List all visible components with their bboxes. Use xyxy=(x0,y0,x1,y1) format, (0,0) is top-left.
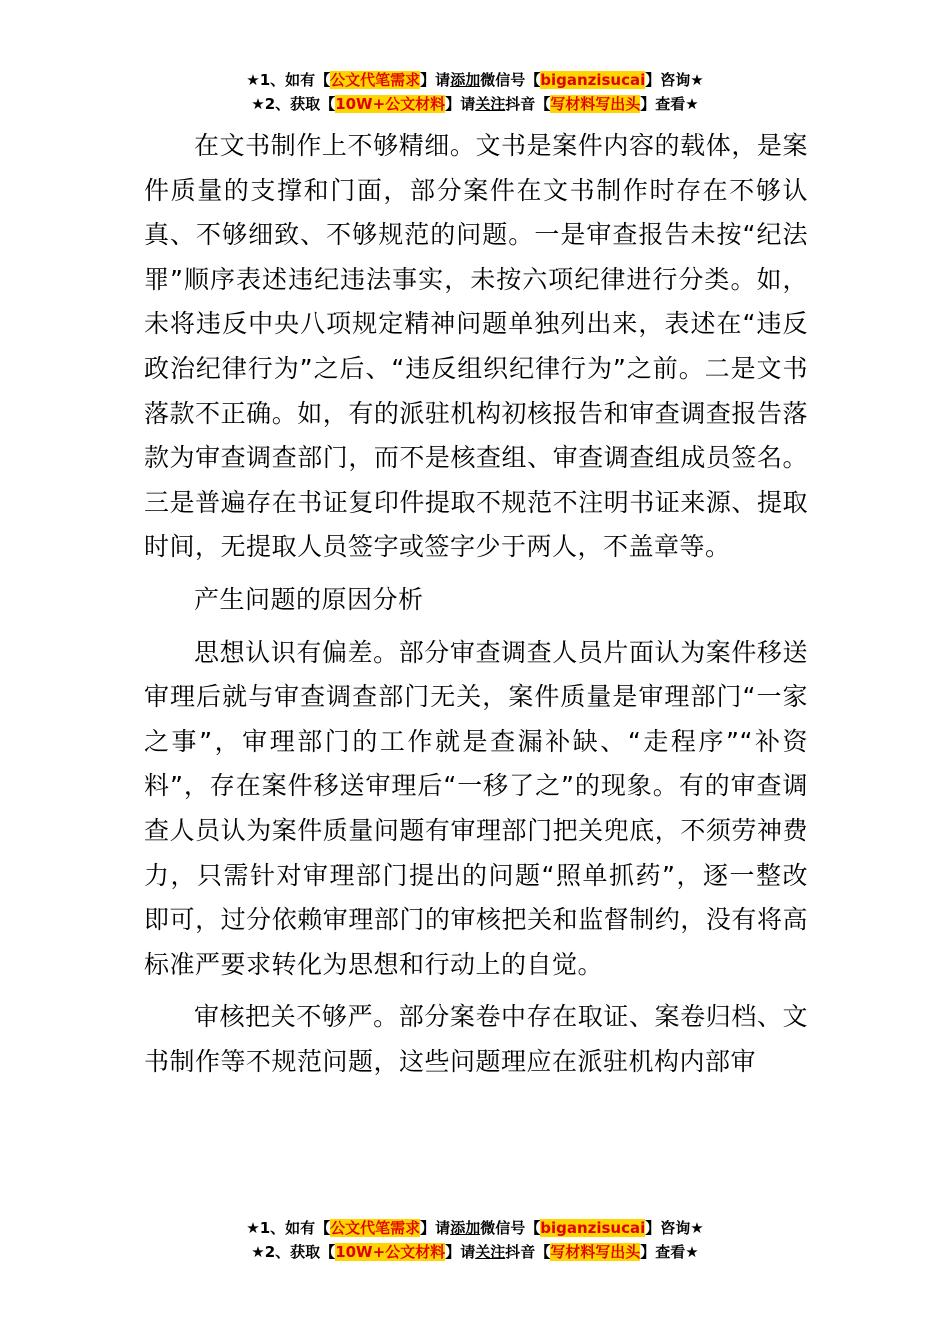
banner-line-2 xyxy=(0,1240,950,1264)
banner-text: 】查看★ xyxy=(640,95,699,113)
banner-emphasis: 添加 xyxy=(450,71,481,89)
paragraph-review-control: 审核把关不够严。部分案卷中存在取证、案卷归档、文书制作等不规范问题，这些问题理应在派驻机构内部审 xyxy=(144,1002,808,1076)
banner-text: 抖音【 xyxy=(505,95,551,113)
banner-line-1 xyxy=(0,68,950,92)
banner-text: ★2、获取【 xyxy=(251,1243,336,1261)
banner-text: ★1、如有【 xyxy=(246,1219,331,1237)
banner-emphasis: 关注 xyxy=(475,1243,506,1261)
highlight-service: 公文代笔需求 xyxy=(330,71,421,89)
banner-text: 微信号【 xyxy=(480,1219,541,1237)
banner-text: 】请 xyxy=(445,1243,476,1261)
banner-text: 】请 xyxy=(420,1219,451,1237)
banner-text: 】咨询★ xyxy=(645,1219,704,1237)
header-banner xyxy=(0,68,950,116)
banner-emphasis: 添加 xyxy=(450,1219,481,1237)
banner-text: 】查看★ xyxy=(640,1243,699,1261)
highlight-wechat-id: biganzisucai xyxy=(540,71,646,89)
banner-text: 微信号【 xyxy=(480,71,541,89)
banner-text: ★2、获取【 xyxy=(251,95,336,113)
banner-text: ★1、如有【 xyxy=(246,71,331,89)
paragraph-thinking-deviation: 思想认识有偏差。部分审查调查人员片面认为案件移送审理后就与审查调查部门无关，案件质量是审理部门“一家之事”，审理部门的工作就是查漏补缺、“走程序”“补资料”，存在案件移送审理后“一移了之”的现象。有的审查调查人员认为案件质量问题有审理部门把关兜底，不须劳神费力，只需针对审理部门提出的问题“照单抓药”，逐一整改即可，过分依赖审理部门的审核把关和监督制约，没有将高标准严要求转化为思想和行动上的自觉。 xyxy=(144,637,808,979)
banner-line-2 xyxy=(0,92,950,116)
document-body xyxy=(144,124,808,1084)
highlight-materials: 10W+公文材料 xyxy=(335,95,446,113)
highlight-materials: 10W+公文材料 xyxy=(335,1243,446,1261)
highlight-service: 公文代笔需求 xyxy=(330,1219,421,1237)
banner-text: 】咨询★ xyxy=(645,71,704,89)
banner-text: 】请 xyxy=(445,95,476,113)
highlight-douyin-id: 写材料写出头 xyxy=(550,95,641,113)
paragraph-document-drafting: 在文书制作上不够精细。文书是案件内容的载体，是案件质量的支撑和门面，部分案件在文书制作时存在不够认真、不够细致、不够规范的问题。一是审查报告未按“纪法罪”顺序表述违纪违法事实，未按六项纪律进行分类。如，未将违反中央八项规定精神问题单独列出来，表述在“违反政治纪律行为”之后、“违反组织纪律行为”之前。二是文书落款不正确。如，有的派驻机构初核报告和审查调查报告落款为审查调查部门，而不是核查组、审查调查组成员签名。三是普遍存在书证复印件提取不规范不注明书证来源、提取时间，无提取人员签字或签字少于两人，不盖章等。 xyxy=(144,131,808,562)
highlight-wechat-id: biganzisucai xyxy=(540,1219,646,1237)
banner-text: 】请 xyxy=(420,71,451,89)
banner-line-1 xyxy=(0,1216,950,1240)
section-heading: 产生问题的原因分析 xyxy=(194,584,424,614)
footer-banner xyxy=(0,1216,950,1264)
banner-text: 抖音【 xyxy=(505,1243,551,1261)
highlight-douyin-id: 写材料写出头 xyxy=(550,1243,641,1261)
banner-emphasis: 关注 xyxy=(475,95,506,113)
